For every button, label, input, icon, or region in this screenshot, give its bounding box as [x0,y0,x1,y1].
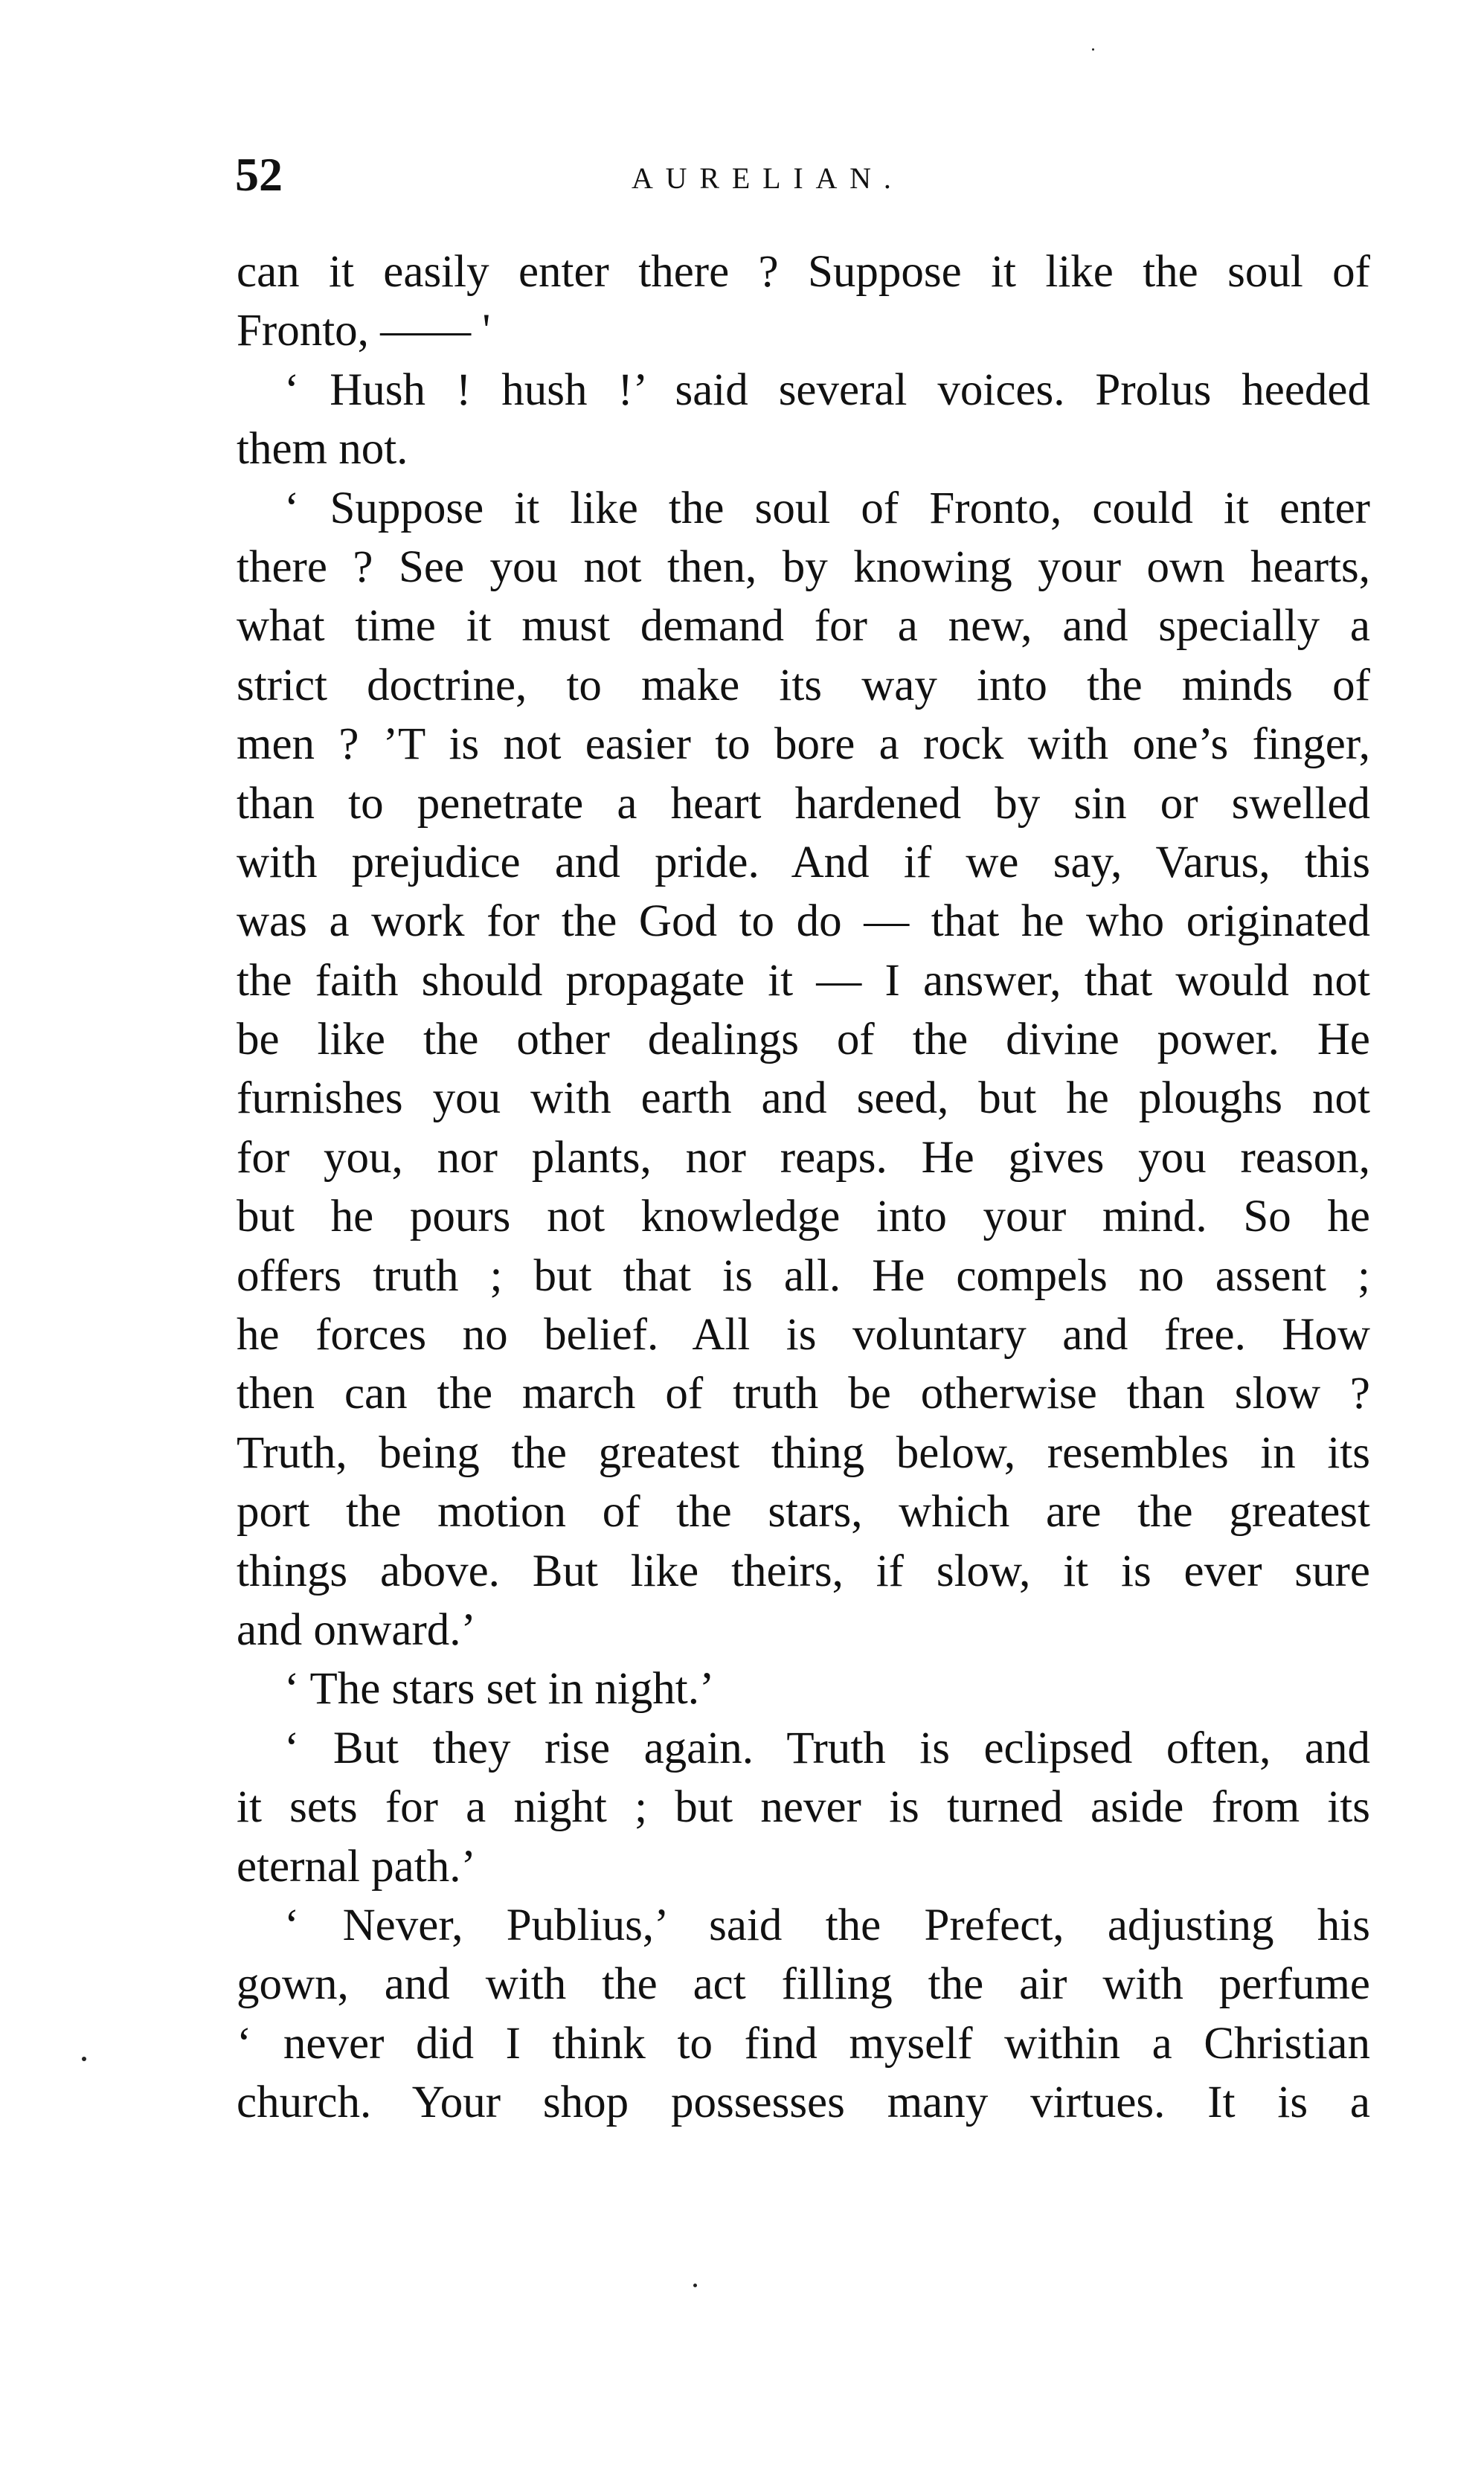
text-line: them not. [237,424,408,475]
scan-speck [1092,48,1094,51]
body-text [237,242,1370,2133]
text-line: was a work for the God to do — that he who originated [237,896,1370,947]
text-line: be like the other dealings of the divine power. He [237,1015,1370,1065]
text-line: port the motion of the stars, which are the greatest [237,1487,1370,1537]
text-line: Fronto, —— ' [237,306,491,356]
text-line: gown, and with the act filling the air with perfume [237,1959,1370,2010]
text-line: Truth, being the greatest thing below, resembles in its [237,1427,1370,1478]
text-line: ‘ never did I think to find myself within a Christian [237,2018,1370,2069]
running-title: AURELIAN. [632,161,904,195]
text-line: men ? ’T is not easier to bore a rock with one’s finger, [237,719,1370,770]
text-line: ‘ Suppose it like the soul of Fronto, could it enter [284,483,1370,533]
text-line: offers truth ; but that is all. He compels no assent ; [237,1250,1370,1301]
text-line: ‘ Never, Publius,’ said the Prefect, adjusting his [284,1900,1370,1950]
text-line: with prejudice and pride. And if we say, Varus, this [237,837,1370,887]
text-line: the faith should propagate it — I answer, that would not [237,955,1370,1006]
text-line: ‘ But they rise again. Truth is eclipsed often, and [284,1723,1370,1773]
text-line: for you, nor plants, nor reaps. He gives you reason, [237,1132,1370,1183]
text-line: it sets for a night ; but never is turned aside from its [237,1782,1370,1833]
text-line: church. Your shop possesses many virtues. It is a [237,2078,1370,2128]
text-line: then can the march of truth be otherwise than slow ? [237,1369,1370,1419]
text-line: can it easily enter there ? Suppose it like the soul of [237,247,1370,297]
text-line: but he pours not knowledge into your mind. So he [237,1192,1370,1242]
text-line: than to penetrate a heart hardened by sin or swelled [237,778,1370,829]
scan-speck [693,2284,697,2287]
running-header [235,145,1370,205]
page-number: 52 [235,148,283,201]
text-line: there ? See you not then, by knowing your own hearts, [237,542,1370,592]
text-line: and onward.’ [237,1604,476,1655]
text-line: he forces no belief. All is voluntary and free. How [237,1310,1370,1360]
text-line: what time it must demand for a new, and specially a [237,601,1370,652]
text-line: eternal path.’ [237,1841,476,1892]
text-line: things above. But like theirs, if slow, it is ever sure [237,1546,1370,1596]
scan-speck [82,2057,86,2061]
text-line: ‘ Hush ! hush !’ said several voices. Prolus heeded [284,364,1370,415]
text-line: strict doctrine, to make its way into the minds of [237,660,1370,710]
text-line: ‘ The stars set in night.’ [284,1664,715,1715]
text-line: furnishes you with earth and seed, but he ploughs not [237,1073,1370,1124]
